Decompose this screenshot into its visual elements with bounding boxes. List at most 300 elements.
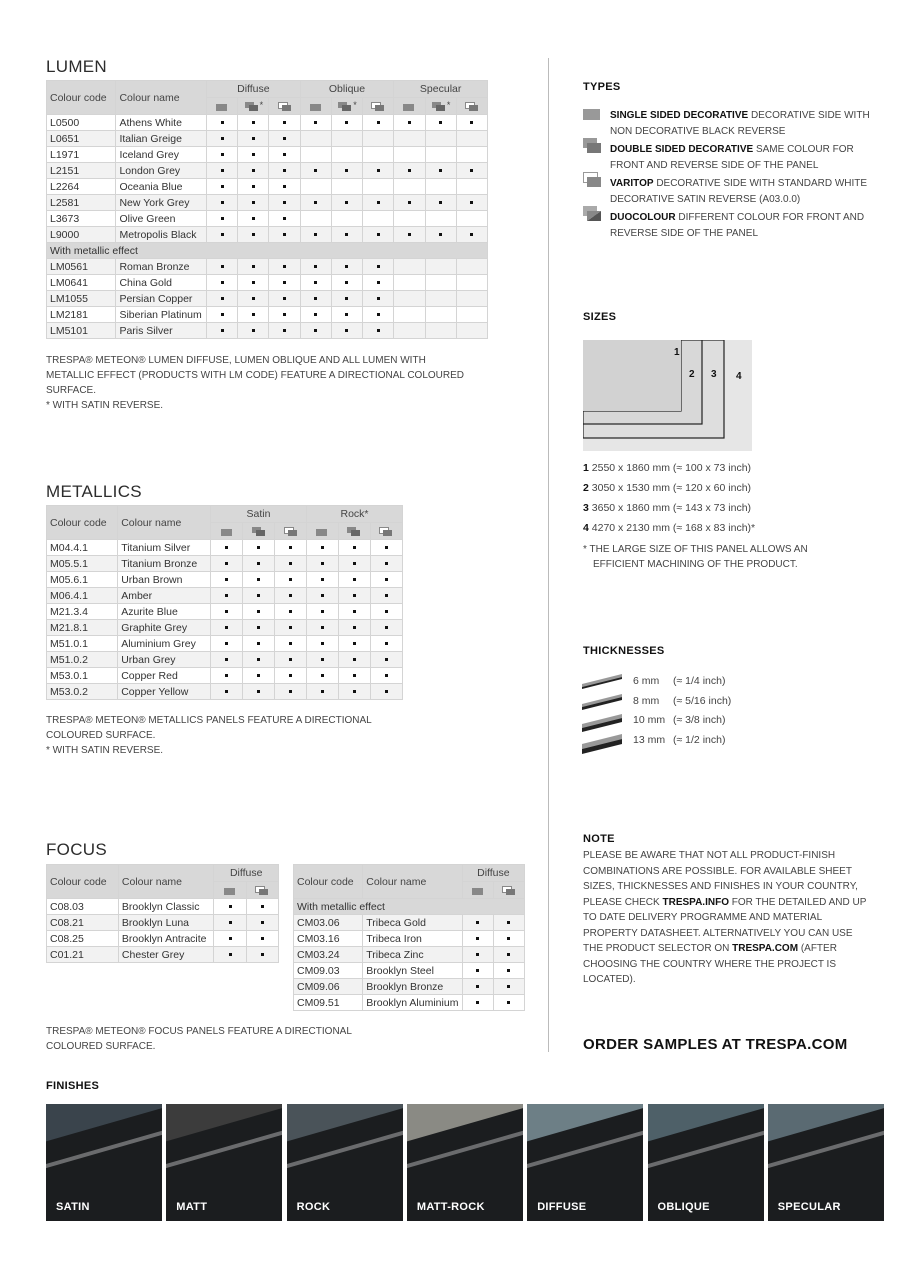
availability-cell <box>275 540 307 556</box>
availability-cell <box>243 588 275 604</box>
availability-cell <box>425 131 456 147</box>
type-icon-cell <box>300 98 331 115</box>
availability-cell <box>425 307 456 323</box>
available-dot-icon <box>257 562 260 565</box>
available-dot-icon <box>470 201 473 204</box>
colour-name: Tribeca Gold <box>363 915 463 931</box>
available-dot-icon <box>283 201 286 204</box>
available-dot-icon <box>225 610 228 613</box>
colour-code: CM09.06 <box>294 979 363 995</box>
table-row <box>294 995 525 1011</box>
available-dot-icon <box>507 1001 510 1004</box>
availability-cell <box>493 947 524 963</box>
satin-reverse-asterisk: * <box>446 100 451 110</box>
colour-code: CM03.24 <box>294 947 363 963</box>
availability-cell <box>456 179 487 195</box>
size-diagram-label-2: 2 <box>689 369 695 380</box>
type-icon-cell <box>462 882 493 899</box>
available-dot-icon <box>321 626 324 629</box>
type-duocolour-bold: DUOCOLOUR <box>610 212 676 223</box>
note-text-1: PLEASE BE AWARE THAT NOT ALL PRODUCT-FINISH COMBINATIONS ARE POSSIBLE. FOR AVAILABLE SHEET SIZES, THICKNESSES AND FINISHES IN YOUR COUNTRY, PLEASE CHECK <box>583 850 858 908</box>
availability-cell <box>331 323 362 339</box>
available-dot-icon <box>377 201 380 204</box>
available-dot-icon <box>225 642 228 645</box>
focus-title: FOCUS <box>46 840 107 859</box>
colour-code: CM09.03 <box>294 963 363 979</box>
lumen-group-row <box>47 243 488 259</box>
trespa-info-link[interactable]: TRESPA.INFO <box>662 896 729 908</box>
available-dot-icon <box>353 642 356 645</box>
availability-cell <box>238 227 269 243</box>
available-dot-icon <box>257 642 260 645</box>
colour-code: CM03.06 <box>294 915 363 931</box>
thickness-mm: 10 mm <box>633 714 666 726</box>
available-dot-icon <box>261 953 264 956</box>
focus-left-header-diffuse: Diffuse <box>214 865 279 882</box>
availability-cell <box>331 291 362 307</box>
availability-cell <box>462 931 493 947</box>
available-dot-icon <box>257 690 260 693</box>
available-dot-icon <box>289 642 292 645</box>
size-text: 3650 x 1860 mm (≈ 143 x 73 inch) <box>591 502 752 514</box>
colour-name: Titanium Silver <box>118 540 211 556</box>
colour-name: Amber <box>118 588 211 604</box>
availability-cell <box>307 588 339 604</box>
single-sided-icon <box>308 101 324 112</box>
availability-cell <box>275 556 307 572</box>
type-varitop-text: DECORATIVE SIDE WITH STANDARD WHITE DECORATIVE SATIN REVERSE (A03.0.0) <box>610 178 868 205</box>
available-dot-icon <box>353 546 356 549</box>
availability-cell <box>269 275 300 291</box>
table-row <box>47 227 488 243</box>
thickness-inch: (≈ 3/8 inch) <box>673 714 726 726</box>
order-samples-link[interactable]: ORDER SAMPLES AT TRESPA.COM <box>583 1036 848 1053</box>
table-row <box>47 572 403 588</box>
availability-cell <box>363 227 394 243</box>
availability-cell <box>425 291 456 307</box>
availability-cell <box>243 572 275 588</box>
availability-cell <box>363 307 394 323</box>
available-dot-icon <box>507 953 510 956</box>
colour-name: Persian Copper <box>116 291 207 307</box>
availability-cell <box>331 163 362 179</box>
availability-cell <box>238 195 269 211</box>
availability-cell <box>338 652 370 668</box>
available-dot-icon <box>221 233 224 236</box>
table-row <box>47 540 403 556</box>
colour-name: Urban Brown <box>118 572 211 588</box>
available-dot-icon <box>314 233 317 236</box>
available-dot-icon <box>476 937 479 940</box>
availability-cell <box>456 323 487 339</box>
table-row <box>294 931 525 947</box>
availability-cell <box>211 572 243 588</box>
available-dot-icon <box>252 281 255 284</box>
availability-cell <box>269 291 300 307</box>
available-dot-icon <box>221 153 224 156</box>
availability-cell <box>275 620 307 636</box>
available-dot-icon <box>257 578 260 581</box>
varitop-icon <box>277 101 293 112</box>
finish-label: MATT <box>176 1201 208 1213</box>
availability-cell <box>207 179 238 195</box>
availability-cell <box>307 684 339 700</box>
availability-cell <box>462 963 493 979</box>
note-text-2: FOR THE DETAILED AND UP TO DATE DELIVERY PROGRAMME AND MATERIAL PROPERTY DATASHEET. ALTERNATIVELY YOU CAN USE THE PRODUCT SELECTOR ON <box>583 896 867 954</box>
type-single-text: DECORATIVE SIDE WITH NON DECORATIVE BLACK REVERSE <box>610 110 870 137</box>
available-dot-icon <box>321 546 324 549</box>
type-double-bold: DOUBLE SIDED DECORATIVE <box>610 144 754 155</box>
focus-left-header-name: Colour name <box>118 865 213 899</box>
available-dot-icon <box>353 578 356 581</box>
availability-cell <box>238 147 269 163</box>
available-dot-icon <box>314 201 317 204</box>
varitop-icon <box>583 172 602 190</box>
availability-cell <box>207 275 238 291</box>
colour-code: C01.21 <box>47 947 119 963</box>
colour-name: Brooklyn Bronze <box>363 979 463 995</box>
availability-cell <box>243 668 275 684</box>
availability-cell <box>425 323 456 339</box>
colour-name: Siberian Platinum <box>116 307 207 323</box>
availability-cell <box>331 115 362 131</box>
available-dot-icon <box>385 690 388 693</box>
focus-right-group-row <box>294 899 525 915</box>
colour-name: Chester Grey <box>118 947 213 963</box>
availability-cell <box>207 115 238 131</box>
available-dot-icon <box>257 546 260 549</box>
trespa-com-link[interactable]: TRESPA.COM <box>732 943 799 954</box>
available-dot-icon <box>353 626 356 629</box>
available-dot-icon <box>408 201 411 204</box>
available-dot-icon <box>221 121 224 124</box>
availability-cell <box>394 147 425 163</box>
availability-cell <box>363 195 394 211</box>
metallics-table <box>46 505 403 700</box>
focus-right-table-wrap <box>293 864 525 1011</box>
type-icon-cell <box>425 98 456 115</box>
colour-code: C08.21 <box>47 915 119 931</box>
availability-cell <box>456 115 487 131</box>
available-dot-icon <box>252 217 255 220</box>
type-icon-cell <box>363 98 394 115</box>
colour-name: Copper Red <box>118 668 211 684</box>
metallics-header-satin: Satin <box>211 506 307 523</box>
colour-name: Brooklyn Classic <box>118 899 213 915</box>
availability-cell <box>307 668 339 684</box>
availability-cell <box>307 652 339 668</box>
available-dot-icon <box>321 674 324 677</box>
available-dot-icon <box>345 121 348 124</box>
thickness-item-4 <box>633 731 731 751</box>
type-icon-cell <box>246 882 278 899</box>
available-dot-icon <box>353 594 356 597</box>
availability-cell <box>300 147 331 163</box>
available-dot-icon <box>257 674 260 677</box>
availability-cell <box>207 323 238 339</box>
colour-code: L9000 <box>47 227 116 243</box>
available-dot-icon <box>377 233 380 236</box>
single-sided-icon <box>222 885 238 896</box>
metallics-table-wrap <box>46 505 403 700</box>
availability-cell <box>243 636 275 652</box>
availability-cell <box>246 915 278 931</box>
metallics-note-satin: * WITH SATIN REVERSE. <box>46 745 164 756</box>
availability-cell <box>243 684 275 700</box>
availability-cell <box>269 259 300 275</box>
type-double-sided <box>583 142 873 174</box>
type-icon-cell <box>214 882 246 899</box>
availability-cell <box>269 179 300 195</box>
size-item-1 <box>583 458 883 478</box>
table-row <box>47 947 279 963</box>
available-dot-icon <box>353 674 356 677</box>
colour-name: China Gold <box>116 275 207 291</box>
available-dot-icon <box>283 297 286 300</box>
thickness-inch: (≈ 1/4 inch) <box>673 675 726 687</box>
table-row <box>47 179 488 195</box>
available-dot-icon <box>289 626 292 629</box>
availability-cell <box>493 995 524 1011</box>
availability-cell <box>370 636 402 652</box>
table-row <box>47 307 488 323</box>
metallics-note-text: TRESPA® METEON® METALLICS PANELS FEATURE A DIRECTIONAL COLOURED SURFACE. <box>46 715 372 741</box>
available-dot-icon <box>314 329 317 332</box>
available-dot-icon <box>385 578 388 581</box>
available-dot-icon <box>377 329 380 332</box>
available-dot-icon <box>221 297 224 300</box>
available-dot-icon <box>385 546 388 549</box>
availability-cell <box>269 195 300 211</box>
colour-code: CM09.51 <box>294 995 363 1011</box>
available-dot-icon <box>408 121 411 124</box>
available-dot-icon <box>345 169 348 172</box>
available-dot-icon <box>261 937 264 940</box>
availability-cell <box>338 636 370 652</box>
finish-label: SPECULAR <box>777 1201 841 1213</box>
colour-code: LM5101 <box>47 323 116 339</box>
metallics-title: METALLICS <box>46 482 142 501</box>
available-dot-icon <box>252 153 255 156</box>
available-dot-icon <box>345 265 348 268</box>
colour-name: Brooklyn Luna <box>118 915 213 931</box>
type-icon-cell <box>456 98 487 115</box>
available-dot-icon <box>283 233 286 236</box>
satin-reverse-asterisk: * <box>353 100 357 110</box>
table-row <box>47 652 403 668</box>
colour-code: LM1055 <box>47 291 116 307</box>
availability-cell <box>269 227 300 243</box>
availability-cell <box>238 291 269 307</box>
size-diagram-label-1: 1 <box>674 347 680 358</box>
focus-right-header-name: Colour name <box>363 865 463 899</box>
availability-cell <box>300 131 331 147</box>
table-row <box>47 604 403 620</box>
available-dot-icon <box>321 690 324 693</box>
availability-cell <box>275 588 307 604</box>
size-diagram-label-4: 4 <box>736 371 742 382</box>
availability-cell <box>300 179 331 195</box>
available-dot-icon <box>252 201 255 204</box>
type-duocolour-text: DIFFERENT COLOUR FOR FRONT AND REVERSE SIDE OF THE PANEL <box>610 212 865 239</box>
available-dot-icon <box>283 217 286 220</box>
focus-right-header-diffuse: Diffuse <box>462 865 524 882</box>
available-dot-icon <box>252 169 255 172</box>
availability-cell <box>456 131 487 147</box>
duocolour-icon <box>583 206 602 224</box>
finish-label: SATIN <box>56 1201 90 1213</box>
availability-cell <box>425 115 456 131</box>
table-row <box>47 899 279 915</box>
available-dot-icon <box>314 265 317 268</box>
available-dot-icon <box>289 578 292 581</box>
colour-name: Brooklyn Antracite <box>118 931 213 947</box>
available-dot-icon <box>283 329 286 332</box>
available-dot-icon <box>257 658 260 661</box>
availability-cell <box>338 668 370 684</box>
colour-code: M51.0.2 <box>47 652 118 668</box>
available-dot-icon <box>289 546 292 549</box>
availability-cell <box>363 323 394 339</box>
availability-cell <box>370 540 402 556</box>
availability-cell <box>456 211 487 227</box>
available-dot-icon <box>385 594 388 597</box>
table-row <box>294 915 525 931</box>
available-dot-icon <box>345 313 348 316</box>
availability-cell <box>456 147 487 163</box>
availability-cell <box>363 147 394 163</box>
available-dot-icon <box>507 921 510 924</box>
available-dot-icon <box>221 217 224 220</box>
available-dot-icon <box>385 658 388 661</box>
table-row <box>47 115 488 131</box>
availability-cell <box>394 179 425 195</box>
focus-left-table-wrap <box>46 864 279 963</box>
available-dot-icon <box>345 233 348 236</box>
availability-cell <box>331 195 362 211</box>
available-dot-icon <box>225 546 228 549</box>
availability-cell <box>394 227 425 243</box>
colour-code: L2264 <box>47 179 116 195</box>
availability-cell <box>275 636 307 652</box>
available-dot-icon <box>476 1001 479 1004</box>
available-dot-icon <box>353 658 356 661</box>
availability-cell <box>246 931 278 947</box>
available-dot-icon <box>345 201 348 204</box>
availability-cell <box>425 275 456 291</box>
single-sided-icon <box>401 101 417 112</box>
focus-right-group-label: With metallic effect <box>294 899 525 915</box>
colour-name: Roman Bronze <box>116 259 207 275</box>
available-dot-icon <box>283 265 286 268</box>
varitop-icon <box>370 101 386 112</box>
lumen-header-code: Colour code <box>47 81 116 115</box>
thickness-sheets-icon <box>580 672 626 756</box>
availability-cell <box>363 291 394 307</box>
availability-cell <box>207 307 238 323</box>
availability-cell <box>394 275 425 291</box>
availability-cell <box>307 604 339 620</box>
lumen-table <box>46 80 488 339</box>
availability-cell <box>207 291 238 307</box>
availability-cell <box>394 115 425 131</box>
availability-cell <box>425 179 456 195</box>
available-dot-icon <box>252 233 255 236</box>
available-dot-icon <box>283 153 286 156</box>
available-dot-icon <box>353 610 356 613</box>
lumen-title: LUMEN <box>46 57 108 76</box>
type-single-sided <box>583 108 873 140</box>
available-dot-icon <box>470 169 473 172</box>
colour-name: Italian Greige <box>116 131 207 147</box>
available-dot-icon <box>408 169 411 172</box>
colour-code: M53.0.2 <box>47 684 118 700</box>
available-dot-icon <box>229 905 232 908</box>
colour-code: CM03.16 <box>294 931 363 947</box>
availability-cell <box>300 259 331 275</box>
thickness-mm: 13 mm <box>633 733 666 746</box>
available-dot-icon <box>261 921 264 924</box>
availability-cell <box>211 588 243 604</box>
available-dot-icon <box>225 578 228 581</box>
availability-cell <box>462 995 493 1011</box>
available-dot-icon <box>283 281 286 284</box>
availability-cell <box>211 652 243 668</box>
table-row <box>47 131 488 147</box>
availability-cell <box>211 636 243 652</box>
varitop-icon <box>464 101 480 112</box>
type-icon-cell <box>238 98 269 115</box>
double-sided-icon <box>431 101 447 112</box>
availability-cell <box>211 556 243 572</box>
type-icon-cell <box>275 523 307 540</box>
table-row <box>47 275 488 291</box>
colour-name: London Grey <box>116 163 207 179</box>
varitop-icon <box>283 526 299 537</box>
available-dot-icon <box>221 281 224 284</box>
availability-cell <box>243 556 275 572</box>
availability-cell <box>394 291 425 307</box>
availability-cell <box>363 179 394 195</box>
availability-cell <box>462 915 493 931</box>
table-row <box>47 620 403 636</box>
table-row <box>47 668 403 684</box>
colour-code: LM0561 <box>47 259 116 275</box>
availability-cell <box>238 307 269 323</box>
colour-name: Urban Grey <box>118 652 211 668</box>
type-icon-cell <box>331 98 362 115</box>
colour-name: Graphite Grey <box>118 620 211 636</box>
availability-cell <box>207 211 238 227</box>
thicknesses-list <box>633 672 731 750</box>
available-dot-icon <box>321 578 324 581</box>
availability-cell <box>462 947 493 963</box>
colour-code: M05.6.1 <box>47 572 118 588</box>
thickness-inch: (≈ 1/2 inch) <box>673 733 726 746</box>
available-dot-icon <box>283 121 286 124</box>
types-list <box>583 108 873 242</box>
available-dot-icon <box>314 281 317 284</box>
availability-cell <box>370 604 402 620</box>
note-title: NOTE <box>583 833 615 845</box>
colour-name: Olive Green <box>116 211 207 227</box>
type-icon-cell <box>394 98 425 115</box>
table-row <box>47 931 279 947</box>
table-row <box>47 147 488 163</box>
availability-cell <box>456 195 487 211</box>
availability-cell <box>300 163 331 179</box>
double-sided-icon <box>251 526 267 537</box>
